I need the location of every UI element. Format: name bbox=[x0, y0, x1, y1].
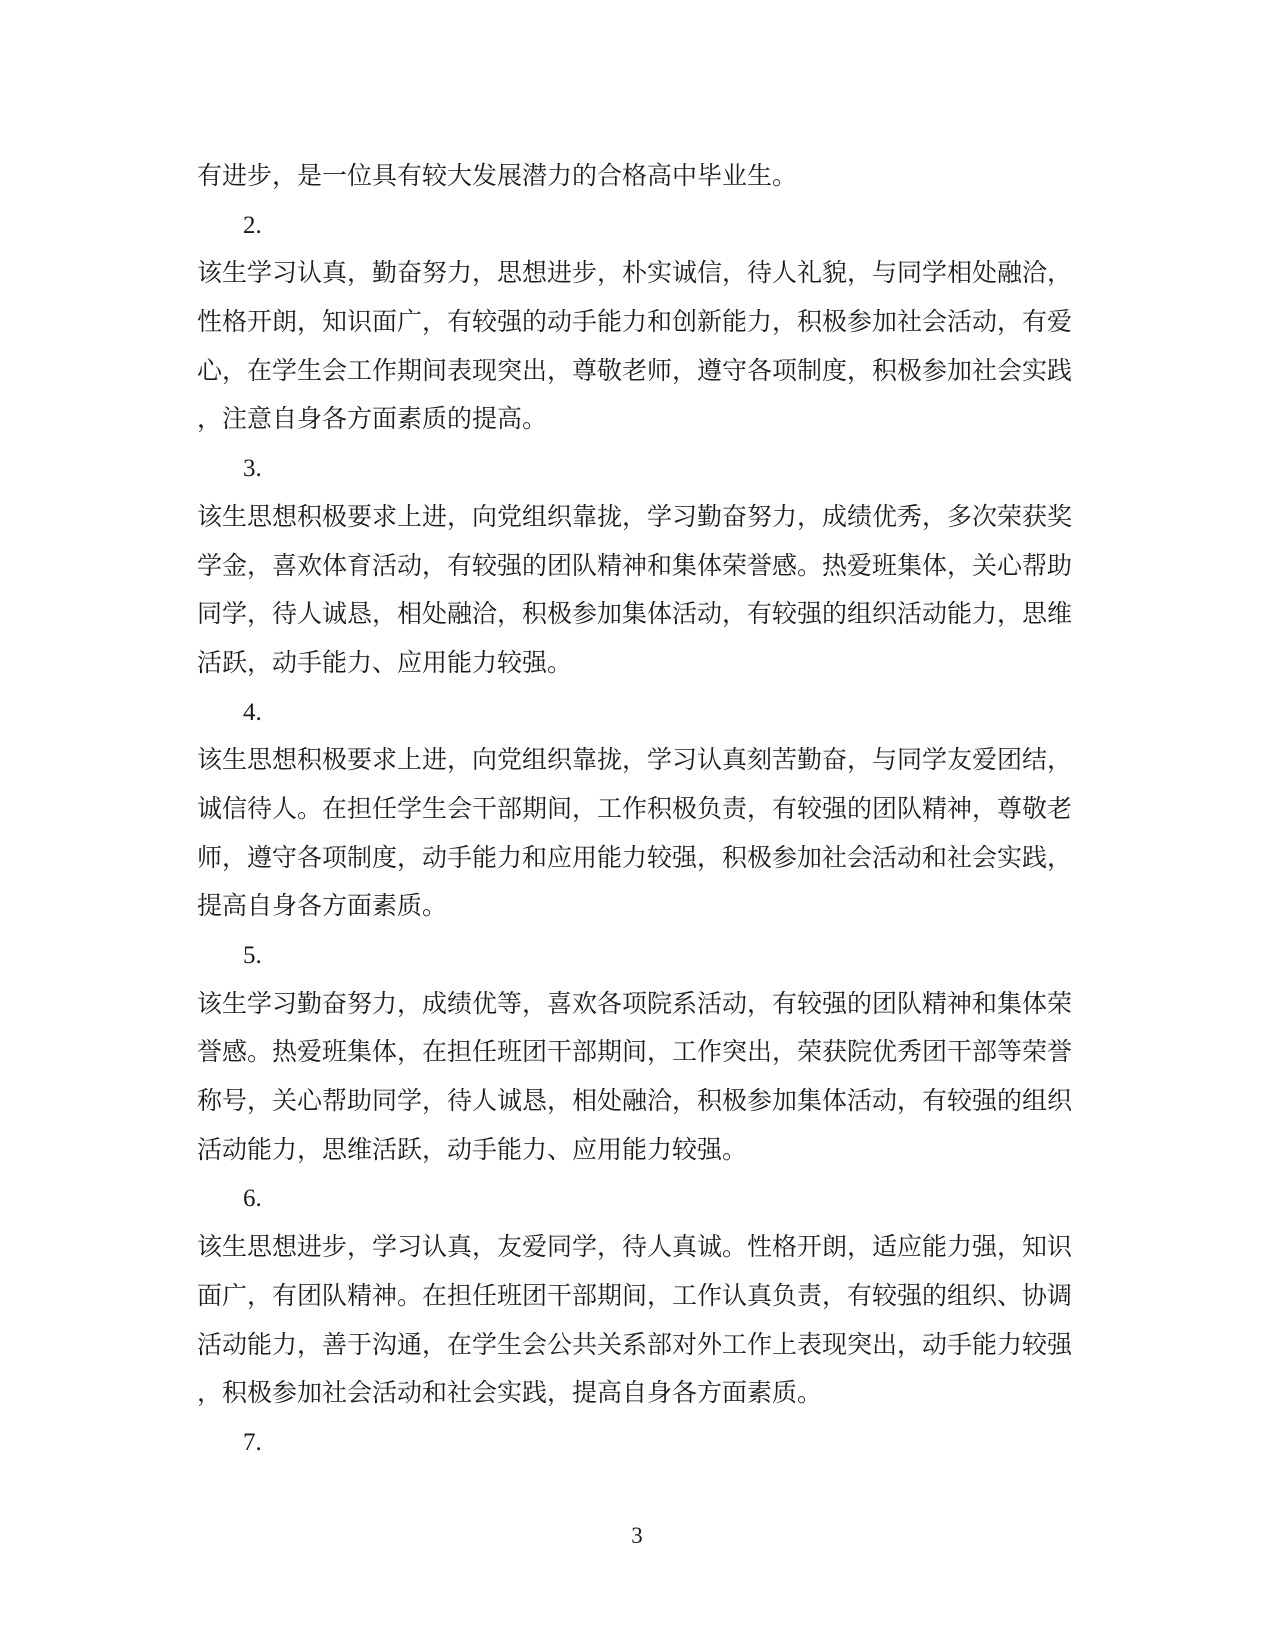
text-line: 有进步，是一位具有较大发展潜力的合格高中毕业生。 bbox=[197, 163, 798, 190]
text-line: 誉感。热爱班集体，在担任班团干部期间，工作突出，荣获院优秀团干部等荣誉 bbox=[197, 1039, 1073, 1067]
text-line: 心，在学生会工作期间表现突出，尊敬老师，遵守各项制度，积极参加社会实践 bbox=[197, 357, 1073, 385]
paragraph-number-line: 3. bbox=[243, 455, 262, 483]
text-line: 该生思想积极要求上进，向党组织靠拢，学习勤奋努力，成绩优秀，多次荣获奖 bbox=[197, 503, 1073, 531]
text-line: 诚信待人。在担任学生会干部期间，工作积极负责，有较强的团队精神，尊敬老 bbox=[197, 795, 1073, 823]
text-line: 称号，关心帮助同学，待人诚恳，相处融洽，积极参加集体活动，有较强的组织 bbox=[197, 1088, 1073, 1116]
text-line: 活跃，动手能力、应用能力较强。 bbox=[197, 649, 573, 677]
text-line: 活动能力，思维活跃，动手能力、应用能力较强。 bbox=[197, 1136, 748, 1164]
text-line: 性格开朗，知识面广，有较强的动手能力和创新能力，积极参加社会活动，有爱 bbox=[197, 309, 1073, 337]
page-number: 3 bbox=[631, 1523, 643, 1548]
text-line: 同学，待人诚恳，相处融洽，积极参加集体活动，有较强的组织活动能力，思维 bbox=[197, 601, 1073, 629]
text-line: 活动能力，善于沟通，在学生会公共关系部对外工作上表现突出，动手能力较强 bbox=[197, 1331, 1073, 1359]
paragraph-number-line: 4. bbox=[243, 698, 262, 726]
text-line: ，积极参加社会活动和社会实践，提高自身各方面素质。 bbox=[197, 1380, 823, 1408]
text-line: 该生思想积极要求上进，向党组织靠拢，学习认真刻苦勤奋，与同学友爱团结， bbox=[197, 747, 1073, 775]
document-body bbox=[197, 153, 1077, 1468]
paragraph-number-line: 5. bbox=[243, 942, 262, 969]
paragraph-number-line: 2. bbox=[243, 211, 262, 239]
paragraph-number-line: 6. bbox=[243, 1185, 262, 1213]
text-line: 该生学习勤奋努力，成绩优等，喜欢各项院系活动，有较强的团队精神和集体荣 bbox=[197, 990, 1073, 1018]
text-line: 该生思想进步，学习认真，友爱同学，待人真诚。性格开朗，适应能力强，知识 bbox=[197, 1234, 1073, 1262]
text-line: 学金，喜欢体育活动，有较强的团队精神和集体荣誉感。热爱班集体，关心帮助 bbox=[197, 552, 1073, 580]
text-line: ，注意自身各方面素质的提高。 bbox=[197, 406, 548, 434]
text-line: 提高自身各方面素质。 bbox=[197, 893, 448, 921]
text-line: 面广，有团队精神。在担任班团干部期间，工作认真负责，有较强的组织、协调 bbox=[197, 1282, 1073, 1310]
paragraph-number-line: 7. bbox=[243, 1428, 262, 1456]
text-line: 该生学习认真，勤奋努力，思想进步，朴实诚信，待人礼貌，与同学相处融洽， bbox=[197, 260, 1073, 288]
text-line: 师，遵守各项制度，动手能力和应用能力较强，积极参加社会活动和社会实践， bbox=[197, 844, 1073, 872]
